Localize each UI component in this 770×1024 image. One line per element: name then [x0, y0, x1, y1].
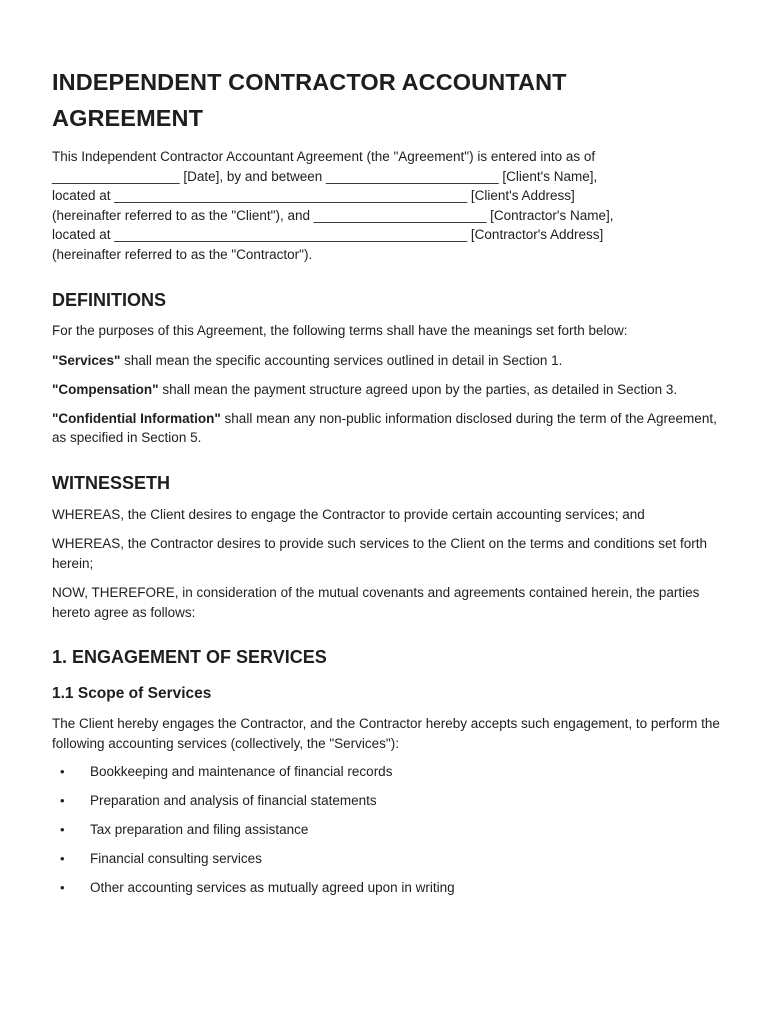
whereas-paragraph: WHEREAS, the Client desires to engage the Contractor to provide certain accounting services; and [52, 506, 645, 522]
definition-text: shall mean the specific accounting services outlined in detail in Section 1. [120, 352, 563, 368]
intro-line: located at _______________________________________________ [Client's Address] [52, 188, 575, 203]
now-therefore-paragraph: NOW, THEREFORE, in consideration of the mutual covenants and agreements contained herein, the parties hereto agree as follows: [52, 585, 700, 620]
intro-line: located at _______________________________________________ [Contractor's Address] [52, 227, 604, 242]
list-item [52, 849, 722, 869]
list-item-text: Tax preparation and filing assistance [90, 822, 309, 838]
bullet-icon: • [60, 822, 65, 838]
intro-line: (hereinafter referred to as the "Contractor"). [52, 246, 313, 262]
list-item [52, 762, 722, 782]
definition-term: "Services" [52, 352, 121, 368]
definition-term: "Confidential Information" [52, 410, 221, 426]
intro-line: _________________ [Date], by and between _______________________ [Client's Name], [52, 168, 598, 184]
whereas-paragraph: WHEREAS, the Contractor desires to provide such services to the Client on the terms and conditions set forth herein; [52, 536, 708, 571]
bullet-icon: • [60, 793, 65, 809]
bullet-icon: • [60, 880, 65, 896]
document-title: INDEPENDENT CONTRACTOR ACCOUNTANT AGREEMENT [52, 69, 567, 131]
definition-text: shall mean the payment structure agreed upon by the parties, as detailed in Section 3. [158, 382, 678, 397]
definitions-intro: For the purposes of this Agreement, the following terms shall have the meanings set forth below: [52, 323, 628, 338]
list-item-text: Bookkeeping and maintenance of financial records [90, 764, 393, 779]
document-content [52, 64, 722, 907]
list-item [52, 878, 722, 898]
intro-line: (hereinafter referred to as the "Client"), and _______________________ [Contractor's Name], [52, 207, 614, 223]
list-item [52, 820, 722, 840]
scope-paragraph: The Client hereby engages the Contractor, and the Contractor hereby accepts such engagement, to perform the following accounting services (collectively, the "Services"): [52, 716, 720, 751]
services-list [52, 762, 722, 898]
bullet-icon: • [60, 851, 65, 867]
section-1-heading: 1. ENGAGEMENT OF SERVICES [52, 647, 327, 667]
definition-confidential-information [52, 409, 722, 448]
list-item-text: Preparation and analysis of financial statements [90, 793, 377, 809]
witnesseth-heading: WITNESSETH [52, 472, 171, 493]
intro-paragraph [52, 147, 722, 264]
bullet-icon: • [60, 764, 65, 779]
intro-line: This Independent Contractor Accountant Agreement (the "Agreement") is entered into as of [52, 149, 596, 164]
definitions-heading: DEFINITIONS [52, 290, 167, 310]
list-item-text: Financial consulting services [90, 851, 262, 867]
section-1-1-heading: 1.1 Scope of Services [52, 685, 212, 702]
definition-services [52, 351, 722, 371]
definition-compensation [52, 380, 722, 400]
list-item [52, 791, 722, 811]
list-item-text: Other accounting services as mutually agreed upon in writing [90, 880, 455, 896]
definition-text: shall mean any non-public information disclosed during the term of the Agreement, as specified in Section 5. [52, 410, 717, 445]
definition-term: "Compensation" [52, 382, 159, 397]
